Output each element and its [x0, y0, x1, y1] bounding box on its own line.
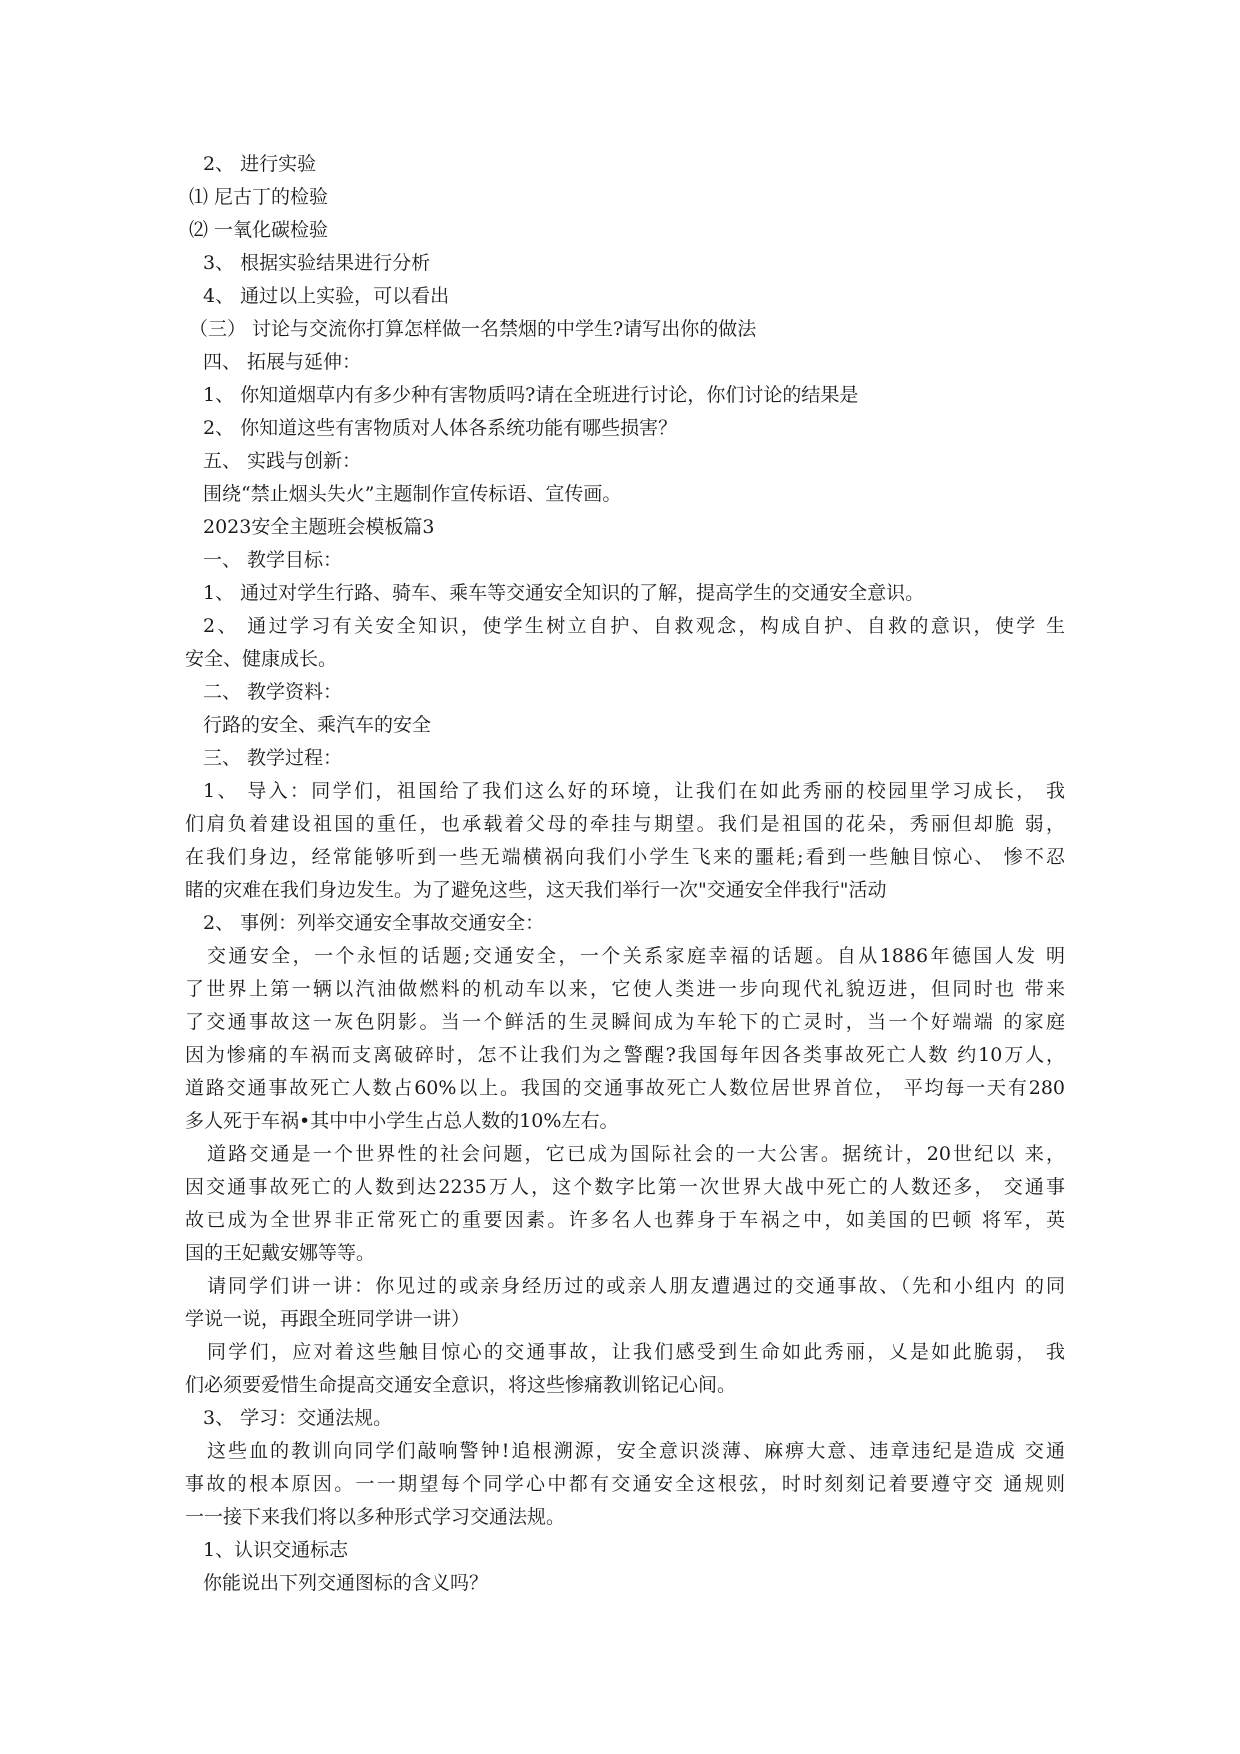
- text-line: 你能说出下列交通图标的含义吗？: [203, 1572, 489, 1594]
- text-line: 了交通事故这一灰色阴影。当一个鲜活的生灵瞬间成为车轮下的亡灵时，当一个好端端 的家庭: [185, 1011, 1065, 1033]
- text-line: 了世界上第一辆以汽油做燃料的机动车以来，它使人类进一步向现代礼貌迈进，但同时也 带来: [185, 978, 1065, 1000]
- text-line: 请同学们讲一讲：你见过的或亲身经历过的或亲人朋友遭遇过的交通事故、（先和小组内 的同: [207, 1275, 1065, 1297]
- text-line: 1、 你知道烟草内有多少种有害物质吗?请在全班进行讨论，你们讨论的结果是: [203, 384, 859, 406]
- text-line: 故已成为全世界非正常死亡的重要因素。许多名人也葬身于车祸之中，如美国的巴顿 将军，英: [185, 1209, 1065, 1231]
- text-line: 4、 通过以上实验，可以看出: [203, 285, 450, 307]
- text-line: 一一接下来我们将以多种形式学习交通法规。: [185, 1506, 566, 1528]
- text-line: 睹的灾难在我们身边发生。为了避免这些，这天我们举行一次"交通安全伴我行"活动: [185, 879, 887, 901]
- text-line: （三） 讨论与交流你打算怎样做一名禁烟的中学生?请写出你的做法: [189, 318, 757, 340]
- text-line: 3、 根据实验结果进行分析: [203, 252, 431, 274]
- document-page: [185, 148, 1065, 1600]
- text-line: 国的王妃戴安娜等等。: [185, 1242, 376, 1264]
- text-line: 一、 教学目标：: [203, 549, 343, 571]
- text-line: 在我们身边，经常能够听到一些无端横祸向我们小学生飞来的噩耗;看到一些触目惊心、 惨不忍: [185, 846, 1065, 868]
- text-line: 这些血的教训向同学们敲响警钟!追根溯源，安全意识淡薄、麻痹大意、违章违纪是造成 交通: [207, 1440, 1065, 1462]
- section-heading: 2023安全主题班会模板篇3: [203, 516, 435, 538]
- text-line: 二、 教学资料：: [203, 681, 343, 703]
- text-line: 学说一说，再跟全班同学讲一讲）: [185, 1308, 471, 1330]
- text-line: 因交通事故死亡的人数到达2235万人，这个数字比第一次世界大战中死亡的人数还多， 交通事: [185, 1176, 1065, 1198]
- text-line: 多人死于车祸•其中中小学生占总人数的10%左右。: [185, 1110, 619, 1132]
- text-line: 3、 学习：交通法规。: [203, 1407, 393, 1429]
- text-line: 交通安全，一个永恒的话题;交通安全，一个关系家庭幸福的话题。自从1886年德国人发 明: [207, 945, 1065, 967]
- text-line: ⑴ 尼古丁的检验: [189, 186, 329, 208]
- text-line: 1、 导入：同学们，祖国给了我们这么好的环境，让我们在如此秀丽的校园里学习成长， 我: [203, 780, 1065, 802]
- text-line: 四、 拓展与延伸：: [203, 351, 362, 373]
- text-line: 2、 事例：列举交通安全事故交通安全：: [203, 912, 545, 934]
- text-line: 道路交通是一个世界性的社会问题，它已成为国际社会的一大公害。据统计，20世纪以 来，: [207, 1143, 1065, 1165]
- text-line: 1、认识交通标志: [203, 1539, 349, 1561]
- text-line: 2、 你知道这些有害物质对人体各系统功能有哪些损害？: [203, 417, 678, 439]
- text-line: 2、 进行实验: [203, 153, 317, 175]
- text-line: 行路的安全、乘汽车的安全: [203, 714, 432, 736]
- text-line: 事故的根本原因。一一期望每个同学心中都有交通安全这根弦，时时刻刻记着要遵守交 通规则: [185, 1473, 1065, 1495]
- text-line: 五、 实践与创新：: [203, 450, 362, 472]
- text-line: ⑵ 一氧化碳检验: [189, 219, 329, 241]
- text-line: 因为惨痛的车祸而支离破碎时，怎不让我们为之警醒?我国每年因各类事故死亡人数 约10万人，: [185, 1044, 1065, 1066]
- text-line: 三、 教学过程：: [203, 747, 343, 769]
- text-line: 道路交通事故死亡人数占60%以上。我国的交通事故死亡人数位居世界首位， 平均每一天有280: [185, 1077, 1065, 1099]
- text-line: 同学们，应对着这些触目惊心的交通事故，让我们感受到生命如此秀丽，乂是如此脆弱， 我: [207, 1341, 1065, 1363]
- text-line: 安全、健康成长。: [185, 648, 338, 670]
- text-line: 们肩负着建设祖国的重任，也承载着父母的牵挂与期望。我们是祖国的花朵，秀丽但却脆 弱，: [185, 813, 1065, 835]
- text-line: 2、 通过学习有关安全知识，使学生树立自护、自救观念，构成自护、自救的意识，使学 生: [203, 615, 1065, 637]
- text-line: 1、 通过对学生行路、骑车、乘车等交通安全知识的了解，提高学生的交通安全意识。: [203, 582, 925, 604]
- text-line: 们必须要爱惜生命提高交通安全意识，将这些惨痛教训铭记心间。: [185, 1374, 737, 1396]
- text-line: 围绕“禁止烟头失火”主题制作宣传标语、宣传画。: [203, 483, 622, 505]
